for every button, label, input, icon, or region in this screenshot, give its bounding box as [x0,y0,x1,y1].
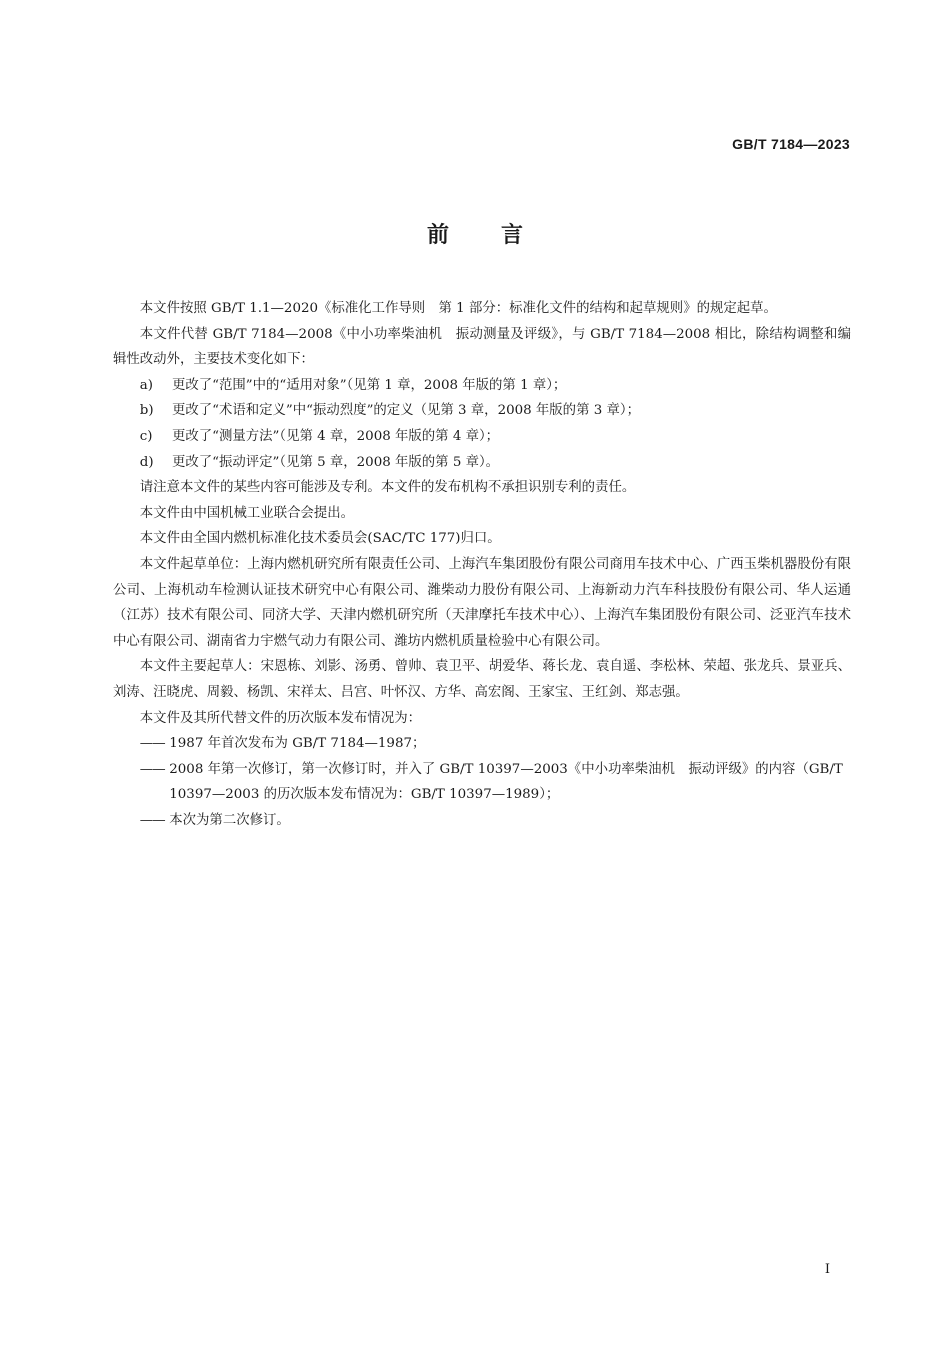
foreword-body [113,296,851,833]
paragraph-patent: 请注意本文件的某些内容可能涉及专利。本文件的发布机构不承担识别专利的责任。 [139,480,636,496]
list-marker: a) [139,377,154,393]
history-dash: —— [139,761,165,777]
list-item-text: 更改了“测量方法”（见第 4 章，2008 年版的第 4 章）； [171,428,500,444]
history-item [113,808,851,834]
list-item-text: 更改了“振动评定”（见第 5 章，2008 年版的第 5 章）。 [171,454,500,470]
paragraph-committee: 本文件由全国内燃机标准化技术委员会(SAC/TC 177)归口。 [139,531,501,547]
history-text: 2008 年第一次修订，第一次修订时，并入了 GB/T 10397—2003《中小功率柴油机 振动评级》的内容（GB/T 10397—2003 的历次版本发布情况为：GB/T 10397—1989）； [169,761,843,803]
history-dash: —— [139,736,165,752]
list-marker: d) [139,454,154,470]
page-title: 前言 [426,223,575,248]
history-item [113,757,851,808]
list-item-text: 更改了“范围”中的“适用对象”（见第 1 章，2008 年版的第 1 章）； [171,377,567,393]
paragraph-proposer: 本文件由中国机械工业联合会提出。 [139,505,355,521]
page-number: I [824,1262,830,1277]
paragraph-replacement: 本文件代替 GB/T 7184—2008《中小功率柴油机 振动测量及评级》，与 GB/T 7184—2008 相比，除结构调整和编辑性改动外，主要技术变化如下： [113,326,851,368]
history-dash: —— [139,812,165,828]
list-marker: c) [139,428,153,444]
history-text: 1987 年首次发布为 GB/T 7184—1987； [169,736,426,752]
history-item [113,731,851,757]
paragraph-drafting-units: 本文件起草单位：上海内燃机研究所有限责任公司、上海汽车集团股份有限公司商用车技术中心、广西玉柴机器股份有限公司、上海机动车检测认证技术研究中心有限公司、潍柴动力股份有限公司、上海新动力汽车科技股份有限公司、华人运通（江苏）技术有限公司、同济大学、天津内燃机研究所（天津摩托车技术中心）、上海汽车集团股份有限公司、泛亚汽车技术中心有限公司、湖南省力宇燃气动力有限公司、潍坊内燃机质量检验中心有限公司。 [113,556,851,649]
paragraph-history-intro: 本文件及其所代替文件的历次版本发布情况为： [139,710,421,726]
paragraph-drafters: 本文件主要起草人：宋恩栋、刘影、汤勇、曾帅、袁卫平、胡爱华、蒋长龙、袁自遥、李松林、荣超、张龙兵、景亚兵、刘涛、汪晓虎、周毅、杨凯、宋祥太、吕宫、叶怀汉、方华、高宏阁、王家宝、王红剑、郑志强。 [113,659,851,700]
list-item [113,373,851,399]
history-text: 本次为第二次修订。 [169,812,290,828]
list-item-text: 更改了“术语和定义”中“振动烈度”的定义（见第 3 章，2008 年版的第 3 章）； [171,403,640,419]
standard-code: GB/T 7184—2023 [732,136,850,152]
paragraph-drafting-rules: 本文件按照 GB/T 1.1—2020《标准化工作导则 第 1 部分：标准化文件的结构和起草规则》的规定起草。 [139,301,777,316]
list-item [113,424,851,450]
list-item [113,398,851,424]
list-item [113,450,851,476]
list-marker: b) [139,403,154,419]
